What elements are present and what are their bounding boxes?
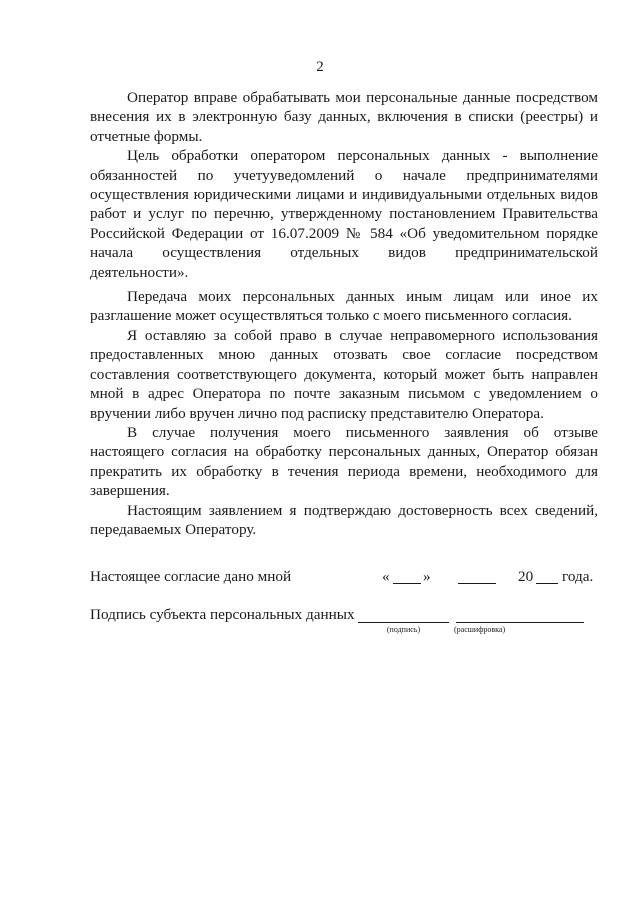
signature-line [90,606,600,646]
signature-label: Подпись субъекта персональных данных [90,606,355,623]
paragraph-processing-purpose: Цель обработки оператором персональных данных - выполнение обязанностей по учетууведомлений о начале предпринимателями осуществления юридическими лицами и индивидуальными отдельных видов работ и услуг по перечню, утвержденному постановлением Правительства Российской Федерации от 16.07.2009 № 584 «Об уведомительном порядке начала осуществления отдельных видов предпринимательской деятельности». [90,147,598,281]
decode-blank [456,622,584,623]
paragraph-data-transfer: Передача моих персональных данных иным лицам или иное их разглашение может осуществляться только с моего письменного согласия. [90,288,598,325]
signature-blank [358,622,449,623]
paragraph-operator-rights: Оператор вправе обрабатывать мои персональные данные посредством внесения их в электронную базу данных, включения в списки (реестры) и отчетные формы. [90,89,598,145]
year-blank [536,583,558,584]
month-blank [458,583,496,584]
paragraph-withdrawal-right: Я оставляю за собой право в случае неправомерного использования предоставленных мною данных отозвать свое согласие посредством составления соответствующего документа, который может быть направлен мной в адрес Оператора по почте заказным письмом с уведомлением о вручении либо вручен лично под расписку представителю Оператора. [90,326,598,422]
day-blank [393,583,421,584]
paragraph-confirmation: Настоящим заявлением я подтверждаю достоверность всех сведений, передаваемых Оператору. [90,501,598,538]
page-number: 2 [316,59,324,75]
quote-close: » [423,568,431,585]
decode-caption: (расшифровка) [454,625,506,634]
signature-caption: (подпись) [386,625,421,634]
consent-label: Настоящее согласие дано мной [90,568,292,585]
year-suffix: года. [562,568,594,585]
paragraph-withdrawal-processing: В случае получения моего письменного заявления об отзыве настоящего согласия на обработку персональных данных, Оператор обязан прекратить их обработку в течения периода времени, необходимого для завершения. [90,423,598,500]
consent-date-line [90,568,600,588]
document-body [90,88,598,539]
year-prefix: 20 [518,568,534,585]
quote-open: « [382,568,390,585]
